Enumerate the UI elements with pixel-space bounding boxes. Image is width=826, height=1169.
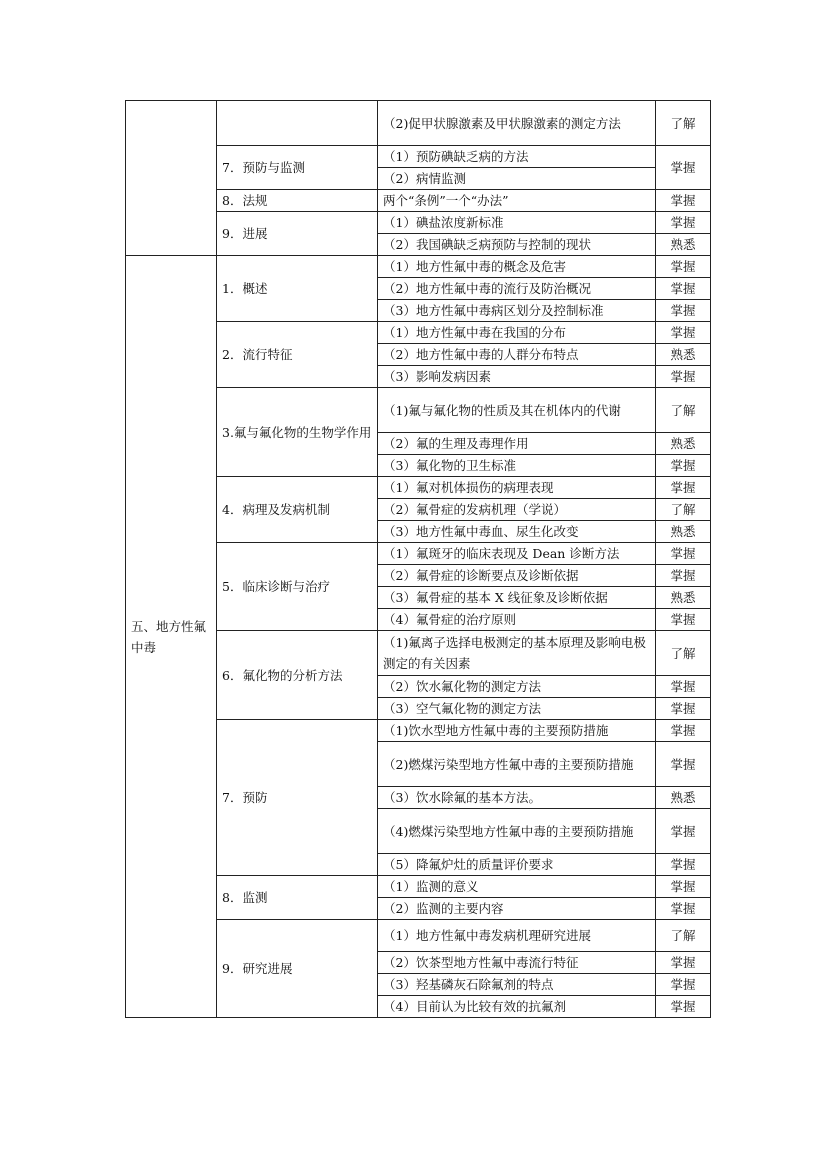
requirement-level: 熟悉 <box>656 344 711 366</box>
item-text: （2）氟骨症的发病机理（学说） <box>378 499 656 521</box>
topic-name: 5．临床诊断与治疗 <box>217 543 378 631</box>
item-text: （1)饮水型地方性氟中毒的主要预防措施 <box>378 720 656 742</box>
topic-name: 8．监测 <box>217 876 378 920</box>
requirement-level: 掌握 <box>656 455 711 477</box>
requirement-level: 掌握 <box>656 146 711 190</box>
item-text: （4）目前认为比较有效的抗氟剂 <box>378 996 656 1018</box>
item-text: （2）病情监测 <box>378 168 656 190</box>
item-text: （1）碘盐浓度新标准 <box>378 212 656 234</box>
item-text: （2）饮水氟化物的测定方法 <box>378 676 656 698</box>
item-text: （1）监测的意义 <box>378 876 656 898</box>
requirement-level: 掌握 <box>656 854 711 876</box>
requirement-level: 掌握 <box>656 876 711 898</box>
requirement-level: 掌握 <box>656 477 711 499</box>
item-text: （4)燃煤污染型地方性氟中毒的主要预防措施 <box>378 809 656 854</box>
requirement-level: 熟悉 <box>656 234 711 256</box>
requirement-level: 了解 <box>656 101 711 146</box>
requirement-level: 掌握 <box>656 543 711 565</box>
item-text: （3）空气氟化物的测定方法 <box>378 698 656 720</box>
item-text: （3）影响发病因素 <box>378 366 656 388</box>
item-text: （3）地方性氟中毒病区划分及控制标准 <box>378 300 656 322</box>
item-text: （2）饮茶型地方性氟中毒流行特征 <box>378 952 656 974</box>
item-text: （3）氟化物的卫生标准 <box>378 455 656 477</box>
requirement-level: 掌握 <box>656 565 711 587</box>
topic-name: 2．流行特征 <box>217 322 378 388</box>
item-text: 两个“条例”一个“办法” <box>378 190 656 212</box>
section-title <box>126 101 217 256</box>
topic-name: 3.氟与氟化物的生物学作用 <box>217 388 378 477</box>
requirement-level: 掌握 <box>656 609 711 631</box>
requirement-level: 掌握 <box>656 300 711 322</box>
item-text: （3）饮水除氟的基本方法。 <box>378 787 656 809</box>
requirement-level: 掌握 <box>656 898 711 920</box>
requirement-level: 掌握 <box>656 322 711 344</box>
requirement-level: 掌握 <box>656 676 711 698</box>
table-row <box>126 256 711 278</box>
item-text: （2）氟骨症的诊断要点及诊断依据 <box>378 565 656 587</box>
requirement-level: 掌握 <box>656 952 711 974</box>
table-row <box>126 101 711 146</box>
topic-name: 7．预防与监测 <box>217 146 378 190</box>
item-text: （1)氟离子选择电极测定的基本原理及影响电极测定的有关因素 <box>378 631 656 676</box>
item-text: （2）地方性氟中毒的人群分布特点 <box>378 344 656 366</box>
item-text: （1）地方性氟中毒在我国的分布 <box>378 322 656 344</box>
item-text: （3）氟骨症的基本 X 线征象及诊断依据 <box>378 587 656 609</box>
requirement-level: 掌握 <box>656 974 711 996</box>
requirement-level: 了解 <box>656 499 711 521</box>
requirement-level: 了解 <box>656 920 711 952</box>
item-text: （3）地方性氟中毒血、尿生化改变 <box>378 521 656 543</box>
requirement-level: 了解 <box>656 631 711 676</box>
requirement-level: 熟悉 <box>656 587 711 609</box>
topic-name: 9．进展 <box>217 212 378 256</box>
item-text: （1）氟斑牙的临床表现及 Dean 诊断方法 <box>378 543 656 565</box>
requirement-level: 熟悉 <box>656 521 711 543</box>
requirement-level: 掌握 <box>656 212 711 234</box>
requirement-level: 了解 <box>656 388 711 433</box>
item-text: （1）预防碘缺乏病的方法 <box>378 146 656 168</box>
topic-name: 7．预防 <box>217 720 378 876</box>
requirement-level: 掌握 <box>656 190 711 212</box>
item-text: （1）地方性氟中毒的概念及危害 <box>378 256 656 278</box>
item-text: （1)氟与氟化物的性质及其在机体内的代谢 <box>378 388 656 433</box>
topic-name: 4．病理及发病机制 <box>217 477 378 543</box>
item-text: （5）降氟炉灶的质量评价要求 <box>378 854 656 876</box>
item-text: （2）我国碘缺乏病预防与控制的现状 <box>378 234 656 256</box>
syllabus-table <box>125 100 711 1018</box>
item-text: （2）地方性氟中毒的流行及防治概况 <box>378 278 656 300</box>
requirement-level: 熟悉 <box>656 787 711 809</box>
requirement-level: 掌握 <box>656 742 711 787</box>
section-title: 五、地方性氟中毒 <box>126 256 217 1018</box>
item-text: （1）地方性氟中毒发病机理研究进展 <box>378 920 656 952</box>
item-text: （1）氟对机体损伤的病理表现 <box>378 477 656 499</box>
item-text: （2)促甲状腺激素及甲状腺激素的测定方法 <box>378 101 656 146</box>
topic-name <box>217 101 378 146</box>
requirement-level: 掌握 <box>656 256 711 278</box>
topic-name: 9．研究进展 <box>217 920 378 1018</box>
requirement-level: 掌握 <box>656 720 711 742</box>
requirement-level: 掌握 <box>656 278 711 300</box>
topic-name: 8．法规 <box>217 190 378 212</box>
topic-name: 1．概述 <box>217 256 378 322</box>
requirement-level: 掌握 <box>656 698 711 720</box>
item-text: （2）氟的生理及毒理作用 <box>378 433 656 455</box>
item-text: （2）监测的主要内容 <box>378 898 656 920</box>
item-text: （2)燃煤污染型地方性氟中毒的主要预防措施 <box>378 742 656 787</box>
requirement-level: 掌握 <box>656 809 711 854</box>
syllabus-body <box>126 101 711 1018</box>
requirement-level: 掌握 <box>656 996 711 1018</box>
topic-name: 6．氟化物的分析方法 <box>217 631 378 720</box>
requirement-level: 掌握 <box>656 366 711 388</box>
item-text: （4）氟骨症的治疗原则 <box>378 609 656 631</box>
item-text: （3）羟基磷灰石除氟剂的特点 <box>378 974 656 996</box>
requirement-level: 熟悉 <box>656 433 711 455</box>
